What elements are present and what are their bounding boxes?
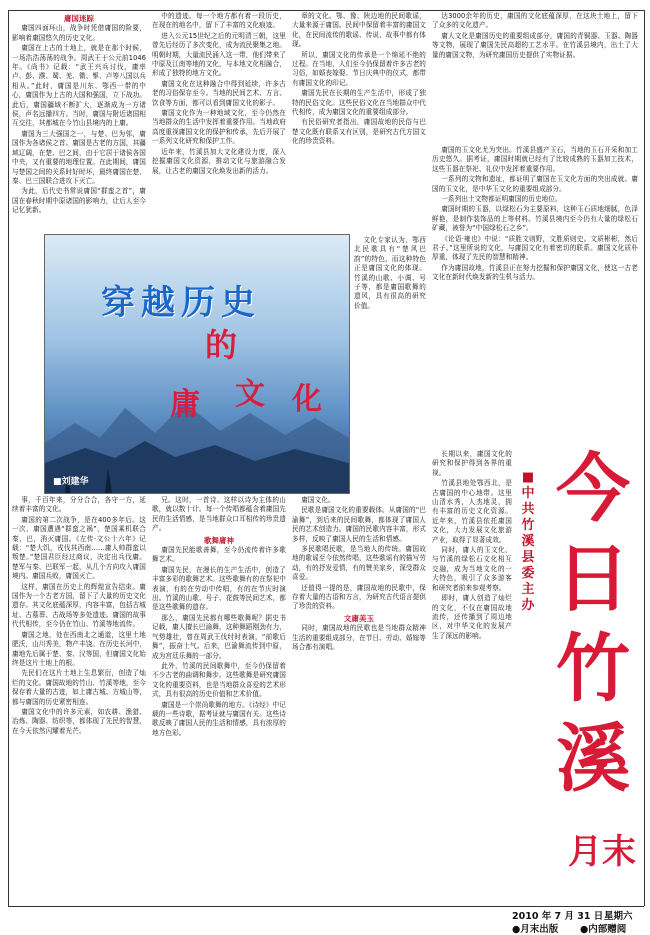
paragraph: 有民俗研究者指出，庸国故地的民俗与巴楚文化既有联系又有区别，是研究古代方国文化的珍贵资料。 — [292, 118, 426, 146]
paragraph: 多民歌唱民歌，是当地人的传统。庸国故地的歌谣至今依然传唱，这些歌谣有的描写劳动，有的抒发爱情，有的赞美家乡，深受群众喜爱。 — [292, 545, 426, 582]
org-char: ■ — [521, 470, 535, 485]
paragraph: 庸国的玉文化尤为突出。竹溪县盛产玉石，当地的玉石开采和加工历史悠久。据考证，庸国时期就已经有了比较成熟的玉器加工技术，这些玉器在祭祀、礼仪中发挥着重要作用。 — [432, 146, 638, 173]
column-1-top — [12, 12, 146, 234]
distribution-note: ●内部赠阅 — [580, 924, 627, 935]
paragraph: 同时，庸国故地的民歌也是当地群众精神生活的重要组成部分，在节日、劳动、婚嫁等场合都有演唱。 — [292, 624, 426, 652]
column-3-middle — [354, 236, 426, 492]
org-char: 主 — [521, 582, 535, 597]
masthead-char-3: 竹 — [556, 626, 630, 712]
banner-de: 的 — [205, 326, 238, 364]
section-heading-1: 庸国迷踪 — [64, 14, 94, 23]
paragraph: 进入公元15世纪之后的元明清三朝，这里曾先后经历了多次变化，成为流民聚集之地。明朝时期，大量流民涌入这一带，他们带来了中原及江南等地的文化，与本地文化相融合，形成了独特的地方文化。 — [152, 31, 286, 78]
org-char: 共 — [521, 502, 535, 517]
banner-char-3: 化 — [292, 382, 322, 417]
organizer-label — [515, 470, 541, 614]
column-3-top — [292, 12, 426, 234]
banner-char-2: 文 — [235, 377, 265, 412]
paragraph: 庸国的第二次战争，是在400多年后。这一次，庸国遭遇“群蛮之祸”，楚国乘机联合秦、巴，消灭庸国。《左传·文公十六年》记载：“楚大饥，戎伐其西南……庸人帅群蛮以叛楚。”楚国君臣经过商议，决定出兵伐庸。楚军与秦、巴联军一起，从几个方向攻入庸国境内。庸国兵败，庸国灭亡。 — [12, 515, 146, 581]
paragraph: 所以，庸国文化的传承是一个绵延不绝的过程。在当地，人们至今仍保留着许多古老的习俗，如婚丧嫁娶、节日庆典中的仪式，都带有庸国文化的印记。 — [292, 50, 426, 87]
paragraph: 还值得一提的是，庸国故地的民歌中，保存着大量的古语和方言，为研究古代语言提供了珍贵的资料。 — [292, 583, 426, 611]
paragraph: 庸国是一个崇尚歌舞的地方。《诗经》中记载的一些诗歌，据考证就与庸国有关。这些诗歌反映了庸国人民的生活和情感，具有浓厚的地方色彩。 — [152, 700, 286, 737]
masthead-subtitle: 月末 — [568, 832, 636, 872]
paragraph: 章的文化。鄂、豫、陕边地的民间歌谣，大量来源于庸国。民间中保留着丰富的庸国文化，在民间流传的歌谣、传说、故事中都有体现。 — [292, 12, 426, 49]
paragraph: 庸国四面环山，战争时凭借庸国的险要，影响着庸国悠久的历史文化。 — [12, 24, 146, 42]
paragraph: 庸国为三大强国之一，与楚、巴为邻，庸国作为各诸侯之首。庸国是古老的方国，其疆域辽阔，在楚、巴之间，由于它居于诸侯各国中央，又有重要的地理位置。在此期间，庸国与楚国之间的关系时好时坏，最终庸国在楚、秦、巴三国联合进攻下灭亡。 — [12, 129, 146, 185]
paragraph: 庸国在上古的土地上，就是在那个时候，一场浩浩荡荡的战争。周武王于公元前1046年。《尚书》记载：“武王兴兵讨伐，庸率卢、彭、濮、蜀、羌、微、髳、卢等八国以兵相从。”此时，庸国是川东、鄂西一带的中心，庸国作为上古的大国和强国，立下战功。此后，庸国疆域不断扩大，逐渐成为一方诸侯，声名远播四方。当时，庸国与附近诸国相互交往，其都城在今竹山县境内的上庸。 — [12, 44, 146, 128]
paragraph: 事，千百年来，分分合合，各守一方，延续着丰富的文化。 — [12, 496, 146, 514]
paragraph: 兄。这时，一首诗、这样以诗为主体的山歌，就以数十计。每一个传唱都蕴含着庸国先民的生活情感，是当地群众口耳相传的珍贵遗产。 — [152, 496, 286, 533]
column-1-bottom — [12, 496, 146, 904]
paragraph: 《论语·雍也》中说：“质胜文则野，文胜质则史。文质彬彬，然后君子。”这里所说的文化，与庸国文化有着密切的联系。庸国文化质朴厚重，体现了先民的智慧和精神。 — [432, 234, 638, 262]
paragraph: 中的遗迹。每一个地方都有着一段历史，在现在的地名中，留下了丰富的文化痕迹。 — [152, 12, 286, 30]
paragraph: 庸国先民在长期的生产生活中，形成了独特的民俗文化。这些民俗文化在当地群众中代代相传，成为庸国文化的重要组成部分。 — [292, 89, 426, 117]
paragraph: 庸人文化是庸国历史的重要组成部分，庸国的青铜器、玉器、陶器等文物，展现了庸国先民高超的工艺水平。在竹溪县境内，出土了大量的庸国文物，为研究庸国历史提供了实物证据。 — [432, 31, 638, 59]
org-char: 竹 — [521, 518, 535, 533]
org-char: 委 — [521, 566, 535, 581]
photo-credit: ■刘建华 — [53, 477, 89, 487]
bottom-rule — [8, 906, 644, 907]
column-2-top — [152, 12, 286, 234]
org-char: 溪 — [521, 534, 535, 549]
column-4-bottom — [432, 450, 512, 904]
paragraph: 庸国先民能歌善舞，至今仍流传着许多歌舞艺术。 — [152, 546, 286, 564]
masthead — [548, 446, 640, 892]
paragraph: 庸国文化作为一种地域文化，至今仍然在当地群众的生活中发挥着重要作用。当地政府高度重视庸国文化的保护和传承，先后开展了一系列文化研究和保护工作。 — [152, 109, 286, 146]
masthead-char-4: 溪 — [556, 716, 630, 802]
masthead-char-1: 今 — [556, 446, 630, 532]
paragraph: 庸国先民，在漫长的生产生活中，创造了丰富多彩的歌舞艺术。这些歌舞有的在祭祀中表演，有的在劳动中传唱，有的在节庆时演出。竹溪的山歌、号子、花鼓等民间艺术，都是这些歌舞的遗存。 — [152, 565, 286, 612]
section-heading-2: 歌舞庸神 — [204, 535, 234, 545]
issue-date: 2010 年 7 月 31 日 — [512, 911, 604, 922]
masthead-char-2: 日 — [556, 536, 630, 622]
section-heading-3: 文庸美玉 — [344, 613, 374, 623]
paragraph: 达3000余年的历史，庸国的文化底蕴深厚，在这块土地上，留下了众多的文化遗产。 — [432, 12, 638, 30]
column-3-bottom — [292, 496, 426, 904]
paragraph: 即时，庸人创造了灿烂的文化，不仅在庸国故地流传，还传播到了周边地区，对中华文化的发展产生了深远的影响。 — [432, 594, 512, 640]
paragraph: 长期以来，庸国文化的研究和保护得到各界的重视。 — [432, 450, 512, 477]
paragraph: 一系列的文物和遗址，都证明了庸国在玉文化方面的突出成就。庸国的玉文化，是中华玉文化的重要组成部分。 — [432, 175, 638, 193]
right-rule — [644, 10, 645, 906]
paragraph: 先民们在这片土地上生息繁衍，创造了灿烂的文化。庸国故地的竹山、竹溪等地，至今保存着大量的古迹，如上庸古城、方城山等，都与庸国的历史紧密相连。 — [12, 669, 146, 706]
paragraph: 民歌是庸国文化的重要载体。从庸国的“巴渝舞”，到后来的民间歌舞，都体现了庸国人民的艺术创造力。庸国的民歌内容丰富，形式多样，反映了庸国人民的生活和情感。 — [292, 506, 426, 543]
paragraph: 庸国文化。 — [301, 496, 335, 504]
paragraph: 近年来，竹溪县加大文化建设力度，深入挖掘庸国文化资源，推动文化与旅游融合发展，让古老的庸国文化焕发出新的活力。 — [152, 147, 286, 175]
paragraph: 为此，后代史书常说庸国“群蛮之首”，庸国在春秋时期中原诸国的影响力，让后人至今记忆犹新。 — [12, 187, 146, 215]
org-char: 办 — [521, 598, 535, 613]
paragraph: 庸国文化在这种融合中得到延续，许多古老的习俗保存至今。当地的民间艺术、方言、饮食等方面，都可以看到庸国文化的影子。 — [152, 79, 286, 107]
banner-title: 穿越历史 — [101, 283, 261, 323]
paragraph: 同时，庸人的玉文化，与竹溪的绿松石文化相互交融，成为当地文化的一大特色，吸引了众多游客和研究者前来参观考察。 — [432, 546, 512, 592]
issue-weekday: 星期六 — [604, 911, 633, 922]
paragraph: 这样，庸国在历史上的辉煌宣告结束。庸国作为一个古老方国，留下了大量的历史文化遗存。其文化底蕴深厚，内容丰富，包括古城址、古墓葬、古战场等多处遗迹。庸国的故事代代相传，至今仍在竹山、竹溪等地流传。 — [12, 582, 146, 629]
top-rule — [8, 10, 644, 11]
paragraph: 文化专家认为，鄂西北民歌具有“楚风巴韵”的特色，而这种特色正是庸国文化的体现。竹溪的山歌、小调、号子等，都是庸国歌舞的遗风，具有很高的研究价值。 — [354, 236, 426, 310]
org-char: 县 — [521, 550, 535, 565]
paragraph: 庸国之地，处在西南北之通道，这里土地肥沃，山川秀美，物产丰饶。在历史长河中，庸地先后属于楚、秦、汉等国，但庸国文化始终是这片土地上的根。 — [12, 630, 146, 667]
column-2-bottom — [152, 496, 286, 904]
paragraph: 一系列出土文物都证明庸国的历史地位。 — [441, 195, 562, 204]
left-rule — [8, 10, 9, 906]
banner-char-1: 庸 — [170, 387, 200, 422]
paragraph: 庸国时期的玉器，以绿松石为主要原料，这种玉石质地细腻，色泽鲜艳，是制作装饰品的上等材料。竹溪县境内至今仍有大量的绿松石矿藏，被誉为“中国绿松石之乡”。 — [432, 205, 638, 233]
org-char: 中 — [521, 486, 535, 501]
edition-note: ●月末出版 — [512, 924, 559, 935]
column-4-top — [432, 12, 638, 144]
paragraph: 此外，竹溪的民间歌舞中，至今仍保留着不少古老的曲调和舞步。这些歌舞是研究庸国文化的重要资料，也是当地群众喜爱的艺术形式，具有很高的历史价值和艺术价值。 — [152, 661, 286, 699]
feature-banner-image — [44, 234, 350, 494]
paragraph: 竹溪县地处鄂西北，是古庸国的中心地带。这里山清水秀，人杰地灵，拥有丰富的历史文化资源。近年来，竹溪县依托庸国文化，大力发展文化旅游产业，取得了显著成效。 — [432, 479, 512, 544]
paragraph: 那么，庸国先民都有哪些歌舞呢？据史书记载，庸人擅长巴渝舞，这种舞蹈刚劲有力，气势雄壮，曾在周武王伐纣时表演，“前歌后舞”，振奋士气。后来，巴渝舞流传到中原，成为宫廷乐舞的一部分。 — [152, 613, 286, 660]
paragraph: 作为庸国故地，竹溪县正在努力挖掘和保护庸国文化，使这一古老文化在新时代焕发新的生机与活力。 — [432, 263, 638, 282]
paragraph: 庸国文化中的许多元素，如农耕、渔猎、冶炼、陶器、纺织等，都体现了先民的智慧，在今天依然闪耀着光芒。 — [12, 707, 146, 735]
column-4-mid — [432, 146, 638, 446]
